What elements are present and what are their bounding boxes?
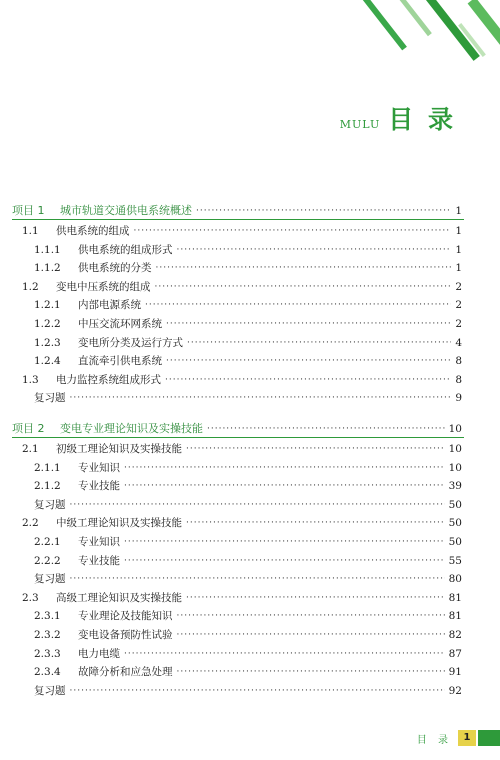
toc-entry-text — [34, 478, 120, 494]
toc-leader-dots — [207, 421, 445, 437]
toc-review[interactable] — [34, 497, 462, 513]
toc-entry[interactable] — [22, 372, 462, 388]
toc-entry-number: 2.2.2 — [34, 554, 61, 567]
toc-page-number: 82 — [448, 629, 462, 641]
toc-entry-number: 1.1.2 — [34, 262, 61, 275]
toc-entry-number: 2.1 — [22, 443, 39, 455]
toc-entry[interactable] — [22, 590, 462, 606]
toc-entry-title: 供电系统的组成 — [56, 225, 130, 237]
toc-page-number: 87 — [448, 647, 462, 660]
toc-entry-title: 变电专业理论知识及实操技能 — [60, 422, 203, 435]
toc-leader-dots — [145, 297, 451, 313]
toc-entry[interactable] — [22, 223, 462, 239]
toc-review[interactable] — [34, 571, 462, 587]
toc-entry-title: 供电系统的分类 — [78, 262, 152, 275]
toc-page-number: 1 — [455, 225, 462, 237]
toc-entry[interactable] — [34, 553, 462, 569]
toc-page-number: 10 — [448, 443, 462, 455]
toc-entry-number: 项目 1 — [12, 204, 45, 217]
toc-entry[interactable] — [22, 441, 462, 457]
toc-page-number: 2 — [455, 299, 462, 312]
toc-entry-title: 初级工理论知识及实操技能 — [56, 443, 182, 455]
toc-page-number: 50 — [448, 498, 462, 511]
toc-entry-title: 复习题 — [34, 573, 66, 586]
toc-page-number: 92 — [448, 684, 462, 697]
toc-page-number: 10 — [448, 461, 462, 474]
toc-entry-text — [22, 590, 182, 606]
toc-entry-title: 故障分析和应急处理 — [78, 666, 173, 679]
toc-entry-number: 2.3.1 — [34, 610, 61, 623]
toc-entry-title: 城市轨道交通供电系统概述 — [60, 204, 192, 217]
toc-entry-text — [22, 279, 151, 295]
toc-leader-dots — [70, 390, 452, 406]
toc-entry[interactable] — [34, 608, 462, 624]
decorative-stripes — [320, 0, 500, 70]
toc-entry-title: 专业知识 — [78, 461, 120, 474]
toc-leader-dots — [187, 335, 451, 351]
toc-entry[interactable] — [34, 478, 462, 494]
toc-chapter[interactable] — [12, 421, 462, 437]
toc-page-number: 81 — [448, 610, 462, 623]
toc-entry-title: 电力监控系统组成形式 — [56, 373, 161, 386]
toc-entry-title: 变电中压系统的组成 — [56, 280, 151, 293]
toc-entry[interactable] — [34, 260, 462, 276]
toc-entry-number: 1.3 — [22, 373, 39, 386]
toc-entry-number: 1.2.1 — [34, 299, 61, 312]
toc-leader-dots — [134, 223, 452, 239]
toc-entry-title: 专业理论及技能知识 — [78, 610, 173, 623]
toc-entry-number: 1.1.1 — [34, 243, 61, 256]
toc-entry-title: 内部电源系统 — [78, 299, 141, 312]
page-number: 1 — [458, 730, 476, 746]
toc-entry-title: 变电设备预防性试验 — [78, 629, 173, 641]
toc-entry-text — [22, 515, 182, 531]
toc-page-number: 1 — [455, 205, 462, 217]
toc-page-number: 8 — [455, 373, 462, 386]
toc-entry[interactable] — [34, 534, 462, 550]
toc-leader-dots — [124, 460, 445, 476]
toc-entry-text — [34, 316, 162, 332]
toc-page-number: 2 — [455, 280, 462, 293]
toc-entry-number: 2.3.2 — [34, 629, 61, 641]
page-footer — [417, 730, 500, 746]
toc-page-number: 9 — [455, 392, 462, 405]
toc-entry-text — [34, 664, 173, 680]
toc-entry-text — [34, 335, 183, 351]
toc-entry[interactable] — [34, 242, 462, 258]
toc-leader-dots — [196, 203, 451, 219]
toc-page-number: 80 — [448, 573, 462, 586]
toc-entry-title: 直流牵引供电系统 — [78, 355, 162, 368]
toc-leader-dots — [166, 353, 451, 369]
toc-entry-number: 2.3.4 — [34, 666, 61, 679]
toc-entry-title: 电力电缆 — [78, 647, 120, 660]
toc-entry-title: 专业技能 — [78, 480, 120, 493]
toc-leader-dots — [124, 553, 445, 569]
toc-entry[interactable] — [34, 664, 462, 680]
toc-entry[interactable] — [34, 297, 462, 313]
toc-page-number: 8 — [455, 355, 462, 368]
footer-accent-bar — [478, 730, 500, 746]
toc-leader-dots — [156, 260, 452, 276]
toc-entry-title: 专业技能 — [78, 554, 120, 567]
toc-entry-text — [12, 421, 203, 437]
toc-entry-text — [34, 608, 173, 624]
toc-leader-dots — [177, 242, 452, 258]
toc-entry-number: 2.1.1 — [34, 461, 61, 474]
toc-entry-title: 高级工理论知识及实操技能 — [56, 591, 182, 604]
toc-entry-number: 2.2.1 — [34, 536, 61, 548]
toc-leader-dots — [124, 478, 445, 494]
toc-entry[interactable] — [34, 353, 462, 369]
toc-page-number: 50 — [448, 536, 462, 548]
toc-review[interactable] — [34, 683, 462, 699]
toc-page-number: 55 — [448, 554, 462, 567]
toc-entry-text — [22, 372, 161, 388]
toc-entry-text — [12, 203, 192, 219]
toc-entry-title: 复习题 — [34, 684, 66, 697]
toc-leader-dots — [70, 497, 445, 513]
toc-entry-number: 2.1.2 — [34, 480, 61, 493]
toc-page-number: 81 — [448, 591, 462, 604]
toc-entry-title: 复习题 — [34, 498, 66, 511]
toc-leader-dots — [186, 590, 445, 606]
footer-label: 目 录 — [416, 734, 452, 746]
toc-entry-text — [34, 646, 120, 662]
toc-page-number: 2 — [455, 318, 462, 330]
toc-entry[interactable] — [22, 515, 462, 531]
toc-entry-text — [34, 497, 66, 513]
toc-leader-dots — [177, 664, 445, 680]
toc-entry-text — [34, 627, 173, 643]
toc-page-number: 91 — [448, 666, 462, 679]
toc-entry-text — [22, 223, 130, 239]
toc-page-number: 4 — [455, 336, 462, 349]
toc-page-number: 39 — [448, 480, 462, 493]
toc-entry-text — [34, 460, 120, 476]
toc-entry-number: 2.3.3 — [34, 647, 61, 660]
toc-leader-dots — [124, 534, 445, 550]
toc-entry-text — [34, 553, 120, 569]
toc-page-number: 1 — [455, 243, 462, 256]
toc-entry-text — [34, 390, 66, 406]
toc-leader-dots — [70, 683, 445, 699]
toc-entry[interactable] — [34, 646, 462, 662]
toc-entry[interactable] — [34, 627, 462, 643]
toc-chapter[interactable] — [12, 203, 462, 219]
chapter-underline — [12, 437, 464, 438]
toc-entry-text — [34, 534, 120, 550]
toc-entry-text — [34, 571, 66, 587]
toc-entry-number: 2.2 — [22, 517, 39, 530]
toc-leader-dots — [177, 627, 445, 643]
heading-en: MULU — [339, 118, 381, 131]
toc-entry-number: 1.2 — [22, 280, 39, 293]
toc-entry-number: 1.2.4 — [34, 355, 61, 368]
toc-entry-text — [22, 441, 182, 457]
toc-page-number: 1 — [455, 262, 462, 275]
toc-leader-dots — [166, 316, 451, 332]
toc-leader-dots — [70, 571, 445, 587]
toc-leader-dots — [186, 515, 445, 531]
toc-entry-text — [34, 242, 173, 258]
toc-entry-number: 项目 2 — [12, 422, 45, 435]
heading-zh: 目 录 — [388, 105, 456, 134]
toc-leader-dots — [155, 279, 452, 295]
toc-entry-text — [34, 683, 66, 699]
toc-heading — [340, 100, 456, 136]
toc-entry[interactable] — [34, 316, 462, 332]
toc-entry-text — [34, 260, 152, 276]
toc-entry-title: 复习题 — [34, 392, 66, 405]
toc-review[interactable] — [34, 390, 462, 406]
toc-entry[interactable] — [34, 460, 462, 476]
toc-page-number: 50 — [448, 517, 462, 530]
toc-entry-title: 变电所分类及运行方式 — [78, 336, 183, 349]
toc-page-number: 10 — [448, 423, 462, 435]
chapter-underline — [12, 219, 464, 220]
toc-entry-number: 1.1 — [22, 225, 39, 237]
toc-leader-dots — [186, 441, 445, 457]
toc-entry-number: 1.2.3 — [34, 336, 61, 349]
toc-entry-title: 专业知识 — [78, 536, 120, 548]
toc-entry-number: 2.3 — [22, 591, 39, 604]
toc-entry-title: 中级工理论知识及实操技能 — [56, 517, 182, 530]
toc-leader-dots — [165, 372, 451, 388]
toc-entry-number: 1.2.2 — [34, 318, 61, 330]
toc-leader-dots — [124, 646, 445, 662]
toc-entry[interactable] — [22, 279, 462, 295]
toc-entry-text — [34, 297, 141, 313]
toc-entry[interactable] — [34, 335, 462, 351]
toc-leader-dots — [177, 608, 445, 624]
toc-entry-text — [34, 353, 162, 369]
toc-entry-title: 中压交流环网系统 — [78, 318, 162, 330]
toc-entry-title: 供电系统的组成形式 — [78, 243, 173, 256]
